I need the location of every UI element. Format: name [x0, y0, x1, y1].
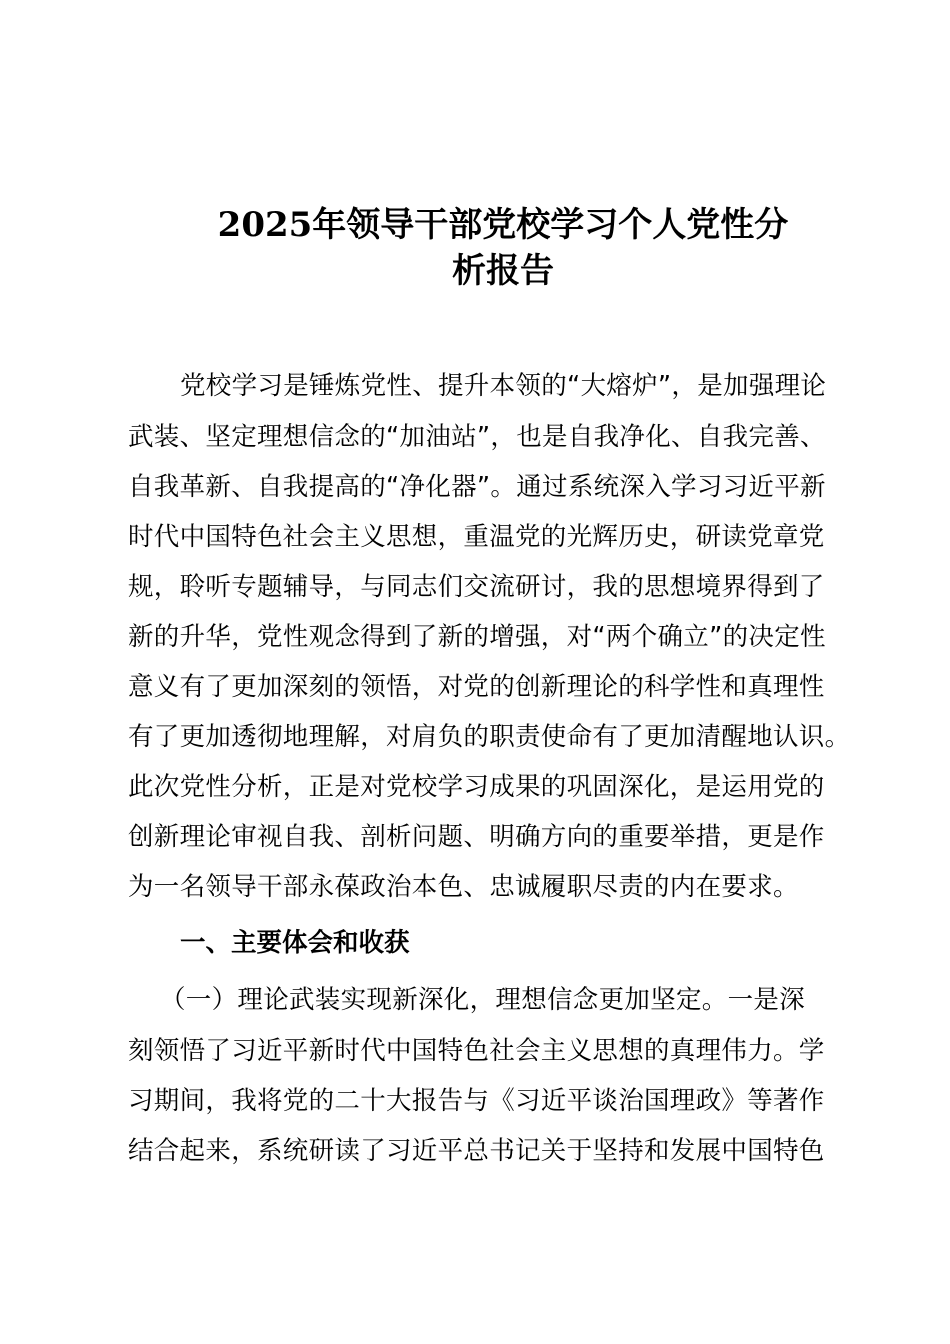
subsection-line-3: 习期间，我将党的二十大报告与《习近平谈治国理政》等著作: [128, 1086, 825, 1116]
intro-line-8: 有了更加透彻地理解，对肩负的职责使命有了更加清醒地认识。: [128, 722, 851, 752]
subsection-line-2: 刻领悟了习近平新时代中国特色社会主义思想的真理伟力。学: [128, 1036, 825, 1066]
document-title-line-1: 2025年领导干部党校学习个人党性分: [217, 205, 789, 245]
intro-line-11: 为一名领导干部永葆政治本色、忠诚履职尽责的内在要求。: [128, 872, 799, 902]
intro-line-5: 规，聆听专题辅导，与同志们交流研讨，我的思想境界得到了: [128, 572, 825, 602]
intro-line-3: 自我革新、自我提高的“净化器”。通过系统深入学习习近平新: [128, 472, 826, 502]
intro-line-4: 时代中国特色社会主义思想，重温党的光辉历史，研读党章党: [128, 522, 825, 552]
intro-line-1: 党校学习是锤炼党性、提升本领的“大熔炉”，是加强理论: [180, 371, 827, 401]
intro-line-10: 创新理论审视自我、剖析问题、明确方向的重要举措，更是作: [128, 822, 825, 852]
intro-line-6: 新的升华，党性观念得到了新的增强，对“两个确立”的决定性: [128, 622, 826, 652]
document-title-line-2: 析报告: [452, 251, 554, 291]
section-heading: 一、主要体会和收获: [180, 928, 410, 958]
subsection-line-1: （一）理论武装实现新深化，理想信念更加坚定。一是深: [160, 985, 806, 1015]
subsection-line-4: 结合起来，系统研读了习近平总书记关于坚持和发展中国特色: [128, 1136, 825, 1166]
intro-line-2: 武装、坚定理想信念的“加油站”，也是自我净化、自我完善、: [128, 422, 826, 452]
intro-line-9: 此次党性分析，正是对党校学习成果的巩固深化，是运用党的: [128, 772, 825, 802]
intro-line-7: 意义有了更加深刻的领悟，对党的创新理论的科学性和真理性: [128, 672, 825, 702]
